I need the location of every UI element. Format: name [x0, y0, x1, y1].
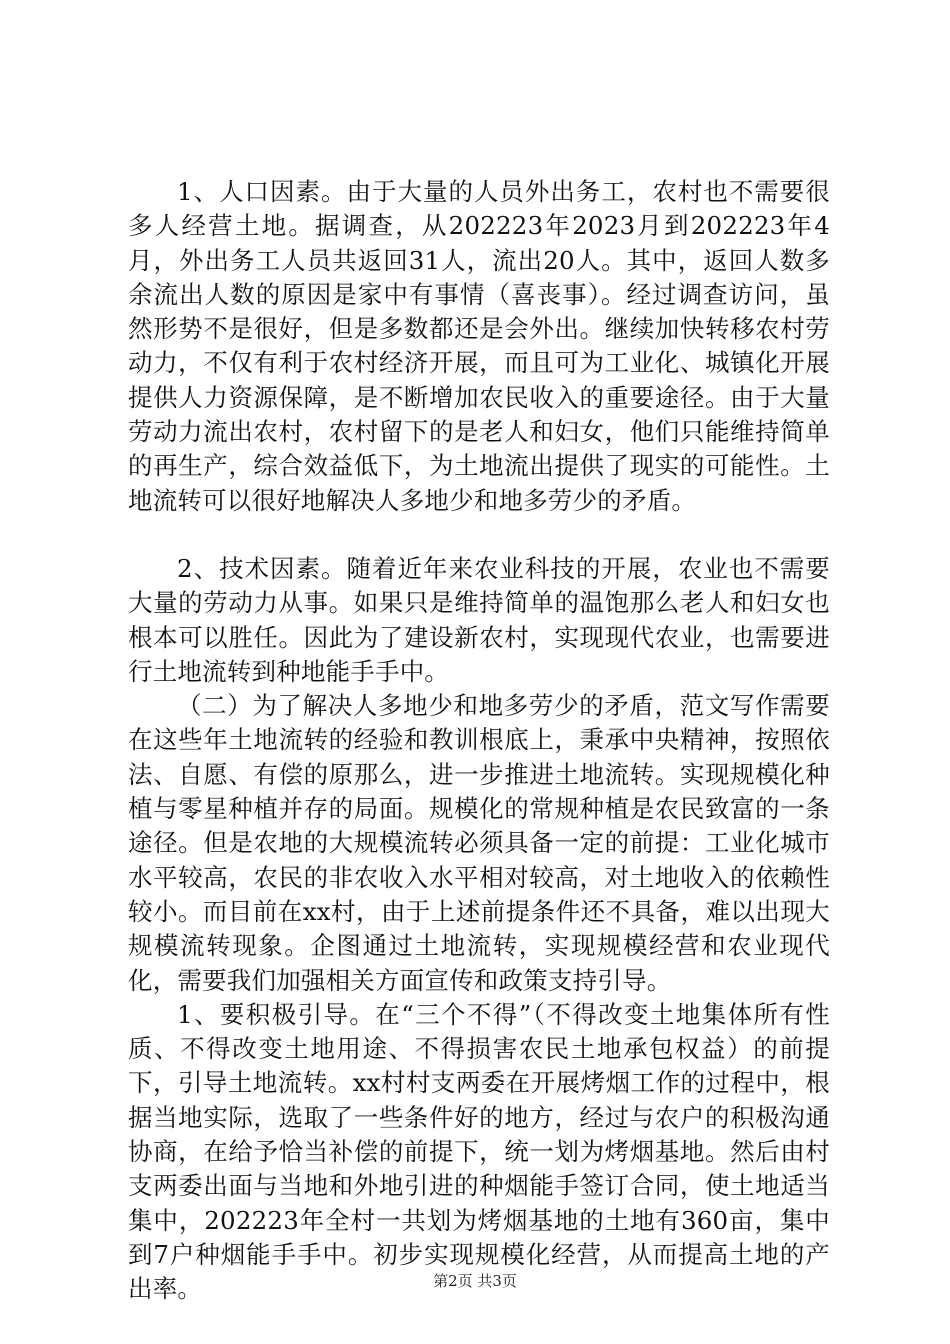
document-body: [128, 175, 830, 1307]
paragraph-population-factor: 1、人口因素。由于大量的人员外出务工，农村也不需要很多人经营土地。据调查，从202223年2023月到202223年4月，外出务工人员共返回31人，流出20人。其中，返回人数多余流出人数的原因是家中有事情（喜丧事）。经过调查访问，虽然形势不是很好，但是多数都还是会外出。继续加快转移农村劳动力，不仅有利于农村经济开展，而且可为工业化、城镇化开展提供人力资源保障，是不断增加农民收入的重要途径。由于大量劳动力流出农村，农村留下的是老人和妇女，他们只能维持简单的再生产，综合效益低下，为土地流出提供了现实的可能性。土地流转可以很好地解决人多地少和地多劳少的矛盾。: [128, 177, 830, 515]
paragraph-technology-factor: 2、技术因素。随着近年来农业科技的开展，农业也不需要大量的劳动力从事。如果只是维持简单的温饱那么老人和妇女也根本可以胜任。因此为了建设新农村，实现现代农业，也需要进行土地流转到种地能手手中。: [128, 553, 830, 686]
paragraph-active-guidance: 1、要积极引导。在“三个不得”（不得改变土地集体所有性质、不得改变土地用途、不得损害农民土地承包权益）的前提下，引导土地流转。xx村村支两委在开展烤烟工作的过程中，根据当地实际，选取了一些条件好的地方，经过与农户的积极沟通协商，在给予恰当补偿的前提下，统一划为烤烟基地。然后由村支两委出面与当地和外地引进的种烟能手签订合同，使土地适当集中，202223年全村一共划为烤烟基地的土地有360亩，集中到7户种烟能手手中。初步实现规模化经营，从而提高土地的产出率。: [128, 999, 830, 1304]
paragraph-section-two: （二）为了解决人多地少和地多劳少的矛盾，范文写作需要在这些年土地流转的经验和教训根底上，秉承中央精神，按照依法、自愿、有偿的原那么，进一步推进土地流转。实现规模化种植与零星种植并存的局面。规模化的常规种植是农民致富的一条途径。但是农地的大规模流转必须具备一定的前提：工业化城市水平较高，农民的非农收入水平相对较高，对土地收入的依赖性较小。而目前在xx村，由于上述前提条件还不具备，难以出现大规模流转现象。企图通过土地流转，实现规模经营和农业现代化，需要我们加强相关方面宣传和政策支持引导。: [128, 691, 830, 995]
page-footer: 第2页 共3页: [433, 1272, 517, 1290]
